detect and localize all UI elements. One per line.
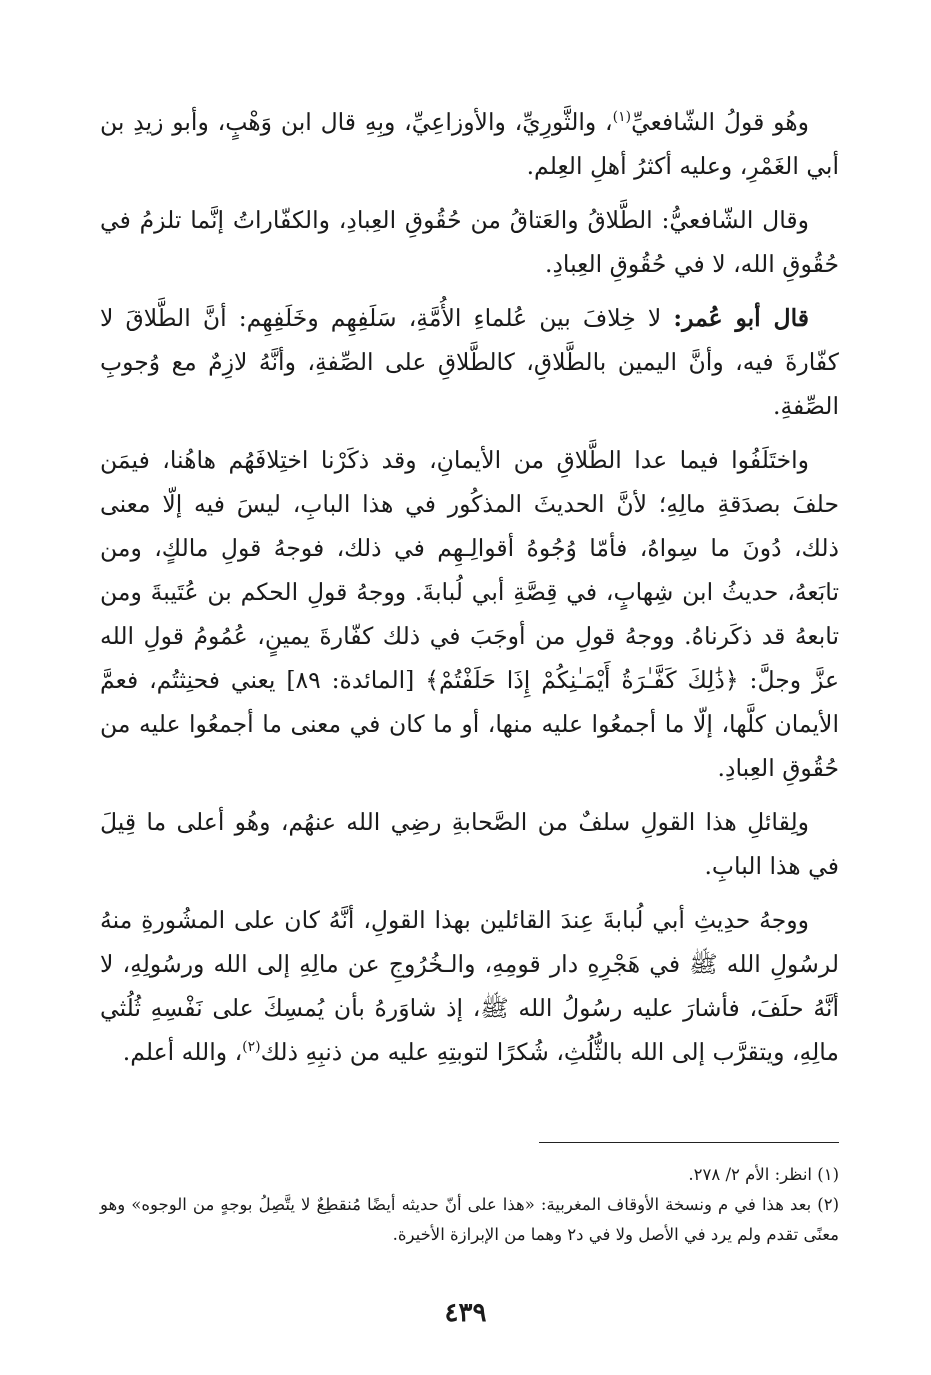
paragraph-lead-bold: قال أبو عُمر: [673, 304, 809, 332]
page-number: ٤٣٩ [444, 1298, 487, 1328]
paragraph-text: ووجهُ حدِيثِ أبي لُبابةَ عِندَ القائلين بهذا القولِ، أنَّهُ كان على المشُورةِ منهُ لرسُولِ الله ﷺ في هَجْرِهِ دار قومِهِ، والـخُرُوجِ عن مالِهِ إلى الله ورسُولِهِ، لا أنَّهُ حلَفَ، فأشارَ عليه رسُولُ الله ﷺ، إذ شاوَرهُ بأن يُمسِكَ على نَفْسِهِ ثُلُثي مالِهِ، ويتقرَّب إلى الله بالثُّلُثِ، شُكرًا لتوبتِهِ عليه من ذنبِهِ ذلك [100, 906, 839, 1066]
footnote: (٢) بعد هذا في م ونسخة الأوقاف المغربية: «هذا على أنّ حديثه أيضًا مُنقطِعٌ لا يتَّصِلُ بوجهٍ من الوجوه» وهو معنًى تقدم ولم يرد في الأصل ولا في د٢ وهما من الإبرازة الأخيرة. [100, 1195, 839, 1244]
paragraph-text: واختَلَفُوا فيما عدا الطَّلاقِ من الأيمانِ، وقد ذكَرْنا اختِلافَهُم هاهُنا، فيمَن حلفَ بصدَقةِ مالِهِ؛ لأنَّ الحديثَ المذكُور في هذا البابِ، ليسَ فيه إلّا معنى ذلك، دُونَ ما سِواهُ، فأمّا وُجُوهُ أقوالِـهِم في ذلك، فوجهُ قولِ مالكٍ، ومن تابَعهُ، حديثُ ابن شِهابٍ، في قِصَّةِ أبي لُبابةَ. ووجهُ قولِ الحكم بن عُتَيبةَ ومن تابعهُ قد ذكَرناهُ. ووجهُ قولِ من أوجَبَ في ذلك كفّارةَ يمينٍ، عُمُومُ قولِ الله عزَّ وجلَّ: ﴿ذَٰلِكَ كَفَّـٰرَةُ أَيْمَـٰنِكُمْ إِذَا حَلَفْتُمْ﴾ [المائدة: ٨٩] يعني فحنِثتُم، فعمَّ الأيمان كلَّها، إلّا ما أجمعُوا عليه منها، أو ما كان في معنى ما أجمعُوا عليه من حُقُوقِ العِبادِ. [100, 446, 840, 782]
paragraph-text: لا خِلافَ بين عُلماءِ الأُمَّةِ، سَلَفِهِم وخَلَفِهِم: أنَّ الطَّلاقَ لا كفّارةَ فيه، وأنَّ اليمين بالطَّلاقِ، كالطَّلاقِ على الصِّفةِ، وأنَّهُ لازِمٌ مع وُجوبِ الصِّفةِ. [100, 304, 839, 420]
paragraph [100, 438, 839, 790]
paragraph-text-continued: ، والله أعلم. [122, 1038, 243, 1066]
paragraph [100, 296, 839, 428]
main-text [100, 100, 839, 1074]
paragraph [100, 800, 839, 888]
paragraph [100, 198, 839, 286]
footnote-marker: (١) [612, 109, 632, 126]
footnotes [100, 1160, 839, 1250]
footnote-separator [539, 1142, 839, 1143]
paragraph [100, 898, 839, 1074]
paragraph-text: ولِقائلِ هذا القولِ سلفٌ من الصَّحابةِ رضِي الله عنهُم، وهُو أعلى ما قِيلَ في هذا البابِ. [100, 808, 839, 880]
footnote: (١) انظر: الأم ٢/ ٢٧٨. [688, 1165, 839, 1184]
paragraph-text: وقال الشّافعيُّ: الطَّلاقُ والعَتاقُ من حُقُوقِ العِبادِ، والكفّاراتُ إنَّما تلزمُ في حُقُوقِ الله، لا في حُقُوقِ العِبادِ. [100, 206, 839, 278]
footnote-marker: (٢) [242, 1039, 261, 1056]
paragraph [100, 100, 839, 188]
paragraph-text: وهُو قولُ الشّافعيِّ [631, 108, 809, 136]
paragraph-text-continued: ، والثَّورِيِّ، والأوزاعِيِّ، وبِهِ قال ابن وَهْبٍ، وأبو زيدِ بن أبي الغَمْرِ، وعليه أكثرُ أهلِ العِلم. [100, 108, 839, 180]
